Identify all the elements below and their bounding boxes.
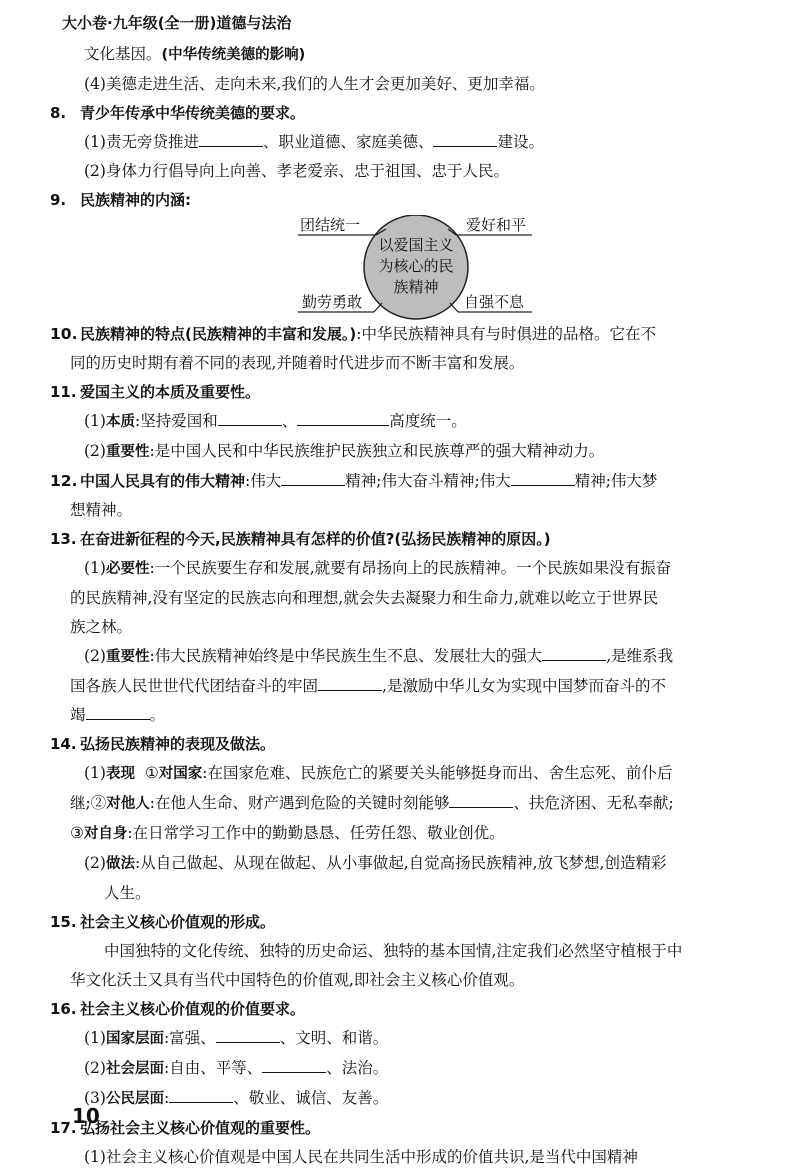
- section-number: 12.: [50, 472, 78, 490]
- text: 竭: [70, 706, 86, 724]
- section-heading-10: [50, 320, 750, 349]
- text-line: [70, 789, 750, 819]
- heading-text: 中国人民具有的伟大精神: [80, 472, 246, 490]
- text: (1)责无旁贷推进: [84, 133, 199, 151]
- section-heading-12: [50, 467, 750, 496]
- section-number: 8.: [50, 104, 67, 122]
- text: 精神;伟大奋斗精神;伟大: [345, 472, 511, 490]
- section-number: 15.: [50, 913, 77, 931]
- fill-blank[interactable]: [542, 642, 606, 661]
- heading-text: 青少年传承中华传统美德的要求。: [80, 104, 306, 122]
- text-line: 族之林。: [70, 618, 133, 636]
- text: :在他人生命、财产遇到危险的关键时刻能够: [149, 794, 450, 812]
- text: ,是激励中华儿女为实现中国梦而奋斗的不: [382, 677, 666, 695]
- center-label-line: 为核心的民: [378, 257, 454, 275]
- text-line: 的民族精神,没有坚定的民族志向和理想,就会失去凝聚力和生命力,就难以屹立于世界民: [70, 589, 659, 607]
- connector-line: [374, 303, 382, 312]
- fill-blank[interactable]: [218, 407, 282, 426]
- text-line: [70, 672, 750, 701]
- text: 国各族人民世世代代团结奋斗的牢固: [70, 677, 319, 695]
- text-line: 中国独特的文化传统、独特的历史命运、独特的基本国情,注定我们必然坚守植根于中: [104, 942, 683, 960]
- text: 高度统一。: [389, 412, 467, 430]
- text: (1): [84, 1029, 106, 1047]
- text-line: (1)社会主义核心价值观是中国人民在共同生活中形成的价值共识,是当代中国精神: [84, 1148, 638, 1166]
- text: 、法治。: [326, 1059, 389, 1077]
- text-line: 想精神。: [70, 501, 133, 519]
- heading-text: 民族精神的特点(民族精神的丰富和发展。): [80, 325, 357, 343]
- fill-blank[interactable]: [262, 1054, 326, 1073]
- page-number: 10: [72, 1104, 100, 1128]
- text-bold: 对自身: [83, 826, 128, 842]
- text-bold: 本质: [105, 414, 135, 430]
- text: 、: [281, 412, 298, 430]
- text: (1): [84, 559, 106, 577]
- text-line: [70, 40, 750, 70]
- section-number: 17.: [50, 1119, 77, 1137]
- section-heading-16: [50, 995, 750, 1024]
- text: :是中国人民和中华民族维护民族独立和民族尊严的强大精神动力。: [149, 442, 605, 460]
- text: (2): [84, 1059, 106, 1077]
- text-line: [70, 437, 750, 467]
- text-line: [70, 849, 750, 879]
- text-bold: 对国家: [158, 766, 203, 782]
- heading-text: 弘扬社会主义核心价值观的重要性。: [80, 1119, 321, 1137]
- text: (1): [84, 412, 106, 430]
- heading-text: 弘扬民族精神的表现及做法。: [80, 735, 276, 753]
- heading-text: 民族精神的内涵:: [80, 191, 191, 209]
- text-line: [70, 407, 750, 437]
- text: ③: [70, 824, 84, 842]
- heading-text: 爱国主义的本质及重要性。: [80, 383, 261, 401]
- label-bottom-right: 自强不息: [464, 293, 525, 311]
- text-bold: 对他人: [106, 796, 150, 812]
- fill-blank[interactable]: [199, 128, 263, 147]
- text: ,是维系我: [606, 647, 674, 665]
- section-number: 10.: [50, 325, 78, 343]
- fill-blank[interactable]: [318, 672, 382, 691]
- fill-blank[interactable]: [281, 467, 345, 486]
- fill-blank[interactable]: [449, 789, 513, 808]
- text: (3): [84, 1089, 106, 1107]
- text: (1): [84, 764, 106, 782]
- center-label-line: 族精神: [393, 278, 439, 296]
- text-line: [70, 1054, 750, 1084]
- text: 建设。: [497, 133, 544, 151]
- text: 、职业道德、家庭美德、: [262, 133, 434, 151]
- section-heading-13: [50, 525, 750, 554]
- text: ①: [144, 764, 159, 782]
- text-bold: 必要性: [105, 561, 150, 577]
- text-line: 人生。: [104, 884, 151, 902]
- text-line: 华文化沃土又具有当代中国特色的价值观,即社会主义核心价值观。: [70, 971, 525, 989]
- section-number: 11.: [50, 383, 77, 401]
- text: (2): [84, 854, 106, 872]
- text-line: [70, 819, 750, 849]
- text-bold: 表现: [105, 766, 135, 782]
- center-label: [368, 235, 464, 298]
- heading-text: 社会主义核心价值观的形成。: [80, 913, 276, 931]
- label-bottom-left: 勤劳勇敢: [302, 293, 363, 311]
- heading-text: 在奋进新征程的今天,民族精神具有怎样的价值?(弘扬民族精神的原因。): [80, 530, 551, 548]
- text-line: [70, 759, 750, 789]
- text: :伟大: [245, 472, 282, 490]
- text-bold: 公民层面: [105, 1091, 164, 1107]
- fill-blank[interactable]: [86, 701, 150, 720]
- section-heading-11: [50, 378, 750, 407]
- section-heading-17: [50, 1114, 750, 1143]
- section-number: 9.: [50, 191, 67, 209]
- text: 、敬业、诚信、友善。: [233, 1089, 389, 1107]
- page-header: 大小卷·九年级(全一册)道德与法治: [62, 14, 292, 32]
- text: (2): [84, 647, 106, 665]
- text: 精神;伟大梦: [574, 472, 658, 490]
- text-bold: 国家层面: [105, 1031, 164, 1047]
- text: 。: [149, 706, 166, 724]
- text-line: 同的历史时期有着不同的表现,并随着时代进步而不断丰富和发展。: [70, 354, 525, 372]
- text-line: [70, 701, 750, 730]
- text: :: [163, 1089, 170, 1107]
- text-bold: 重要性: [105, 649, 150, 665]
- text: :坚持爱国和: [134, 412, 218, 430]
- fill-blank[interactable]: [216, 1024, 280, 1043]
- center-label-line: 以爱国主义: [378, 236, 454, 254]
- text-line: [70, 128, 750, 157]
- text: :从自己做起、从现在做起、从小事做起,自觉高扬民族精神,放飞梦想,创造精彩: [134, 854, 667, 872]
- text-line: [70, 1024, 750, 1054]
- text-bold: 做法: [105, 856, 135, 872]
- section-heading-9: [50, 186, 750, 215]
- text-line: (4)美德走进生活、走向未来,我们的人生才会更加美好、更加幸福。: [84, 75, 545, 93]
- fill-blank[interactable]: [169, 1084, 233, 1103]
- text: 、文明、和谐。: [279, 1029, 389, 1047]
- text-line: [70, 554, 750, 584]
- text-line: [70, 642, 750, 672]
- text-bold: 社会层面: [105, 1061, 164, 1077]
- text: :自由、平等、: [163, 1059, 263, 1077]
- section-heading-14: [50, 730, 750, 759]
- text-line: (2)身体力行倡导向上向善、孝老爱亲、忠于祖国、忠于人民。: [84, 162, 509, 180]
- fill-blank[interactable]: [511, 467, 575, 486]
- fill-blank[interactable]: [297, 407, 389, 426]
- text: 继;②: [70, 794, 107, 812]
- text: :伟大民族精神始终是中华民族生生不息、发展壮大的强大: [149, 647, 543, 665]
- section-heading-15: [50, 908, 750, 937]
- section-heading-8: [50, 99, 750, 128]
- national-spirit-diagram: [70, 215, 750, 320]
- text: 文化基因。: [84, 45, 162, 63]
- label-top-right: 爱好和平: [466, 216, 527, 234]
- text: :富强、: [163, 1029, 216, 1047]
- section-number: 13.: [50, 530, 77, 548]
- text-bold: 重要性: [105, 444, 150, 460]
- text: :中华民族精神具有与时俱进的品格。它在不: [356, 325, 656, 343]
- section-number: 14.: [50, 735, 77, 753]
- text: :一个民族要生存和发展,就要有昂扬向上的民族精神。一个民族如果没有振奋: [149, 559, 672, 577]
- text-bold: (中华传统美德的影响): [161, 47, 306, 63]
- text: :在国家危难、民族危亡的紧要关头能够挺身而出、舍生忘死、前仆后: [202, 764, 673, 782]
- text: :在日常学习工作中的勤勤恳恳、任劳任怨、敬业创优。: [127, 824, 505, 842]
- connector-line: [450, 303, 458, 312]
- text: (2): [84, 442, 106, 460]
- text: 、扶危济困、无私奉献;: [513, 794, 674, 812]
- section-number: 16.: [50, 1000, 77, 1018]
- fill-blank[interactable]: [433, 128, 497, 147]
- content-body: [50, 40, 750, 1172]
- text-line: [70, 1084, 750, 1114]
- label-top-left: 团结统一: [300, 216, 361, 234]
- heading-text: 社会主义核心价值观的价值要求。: [80, 1000, 306, 1018]
